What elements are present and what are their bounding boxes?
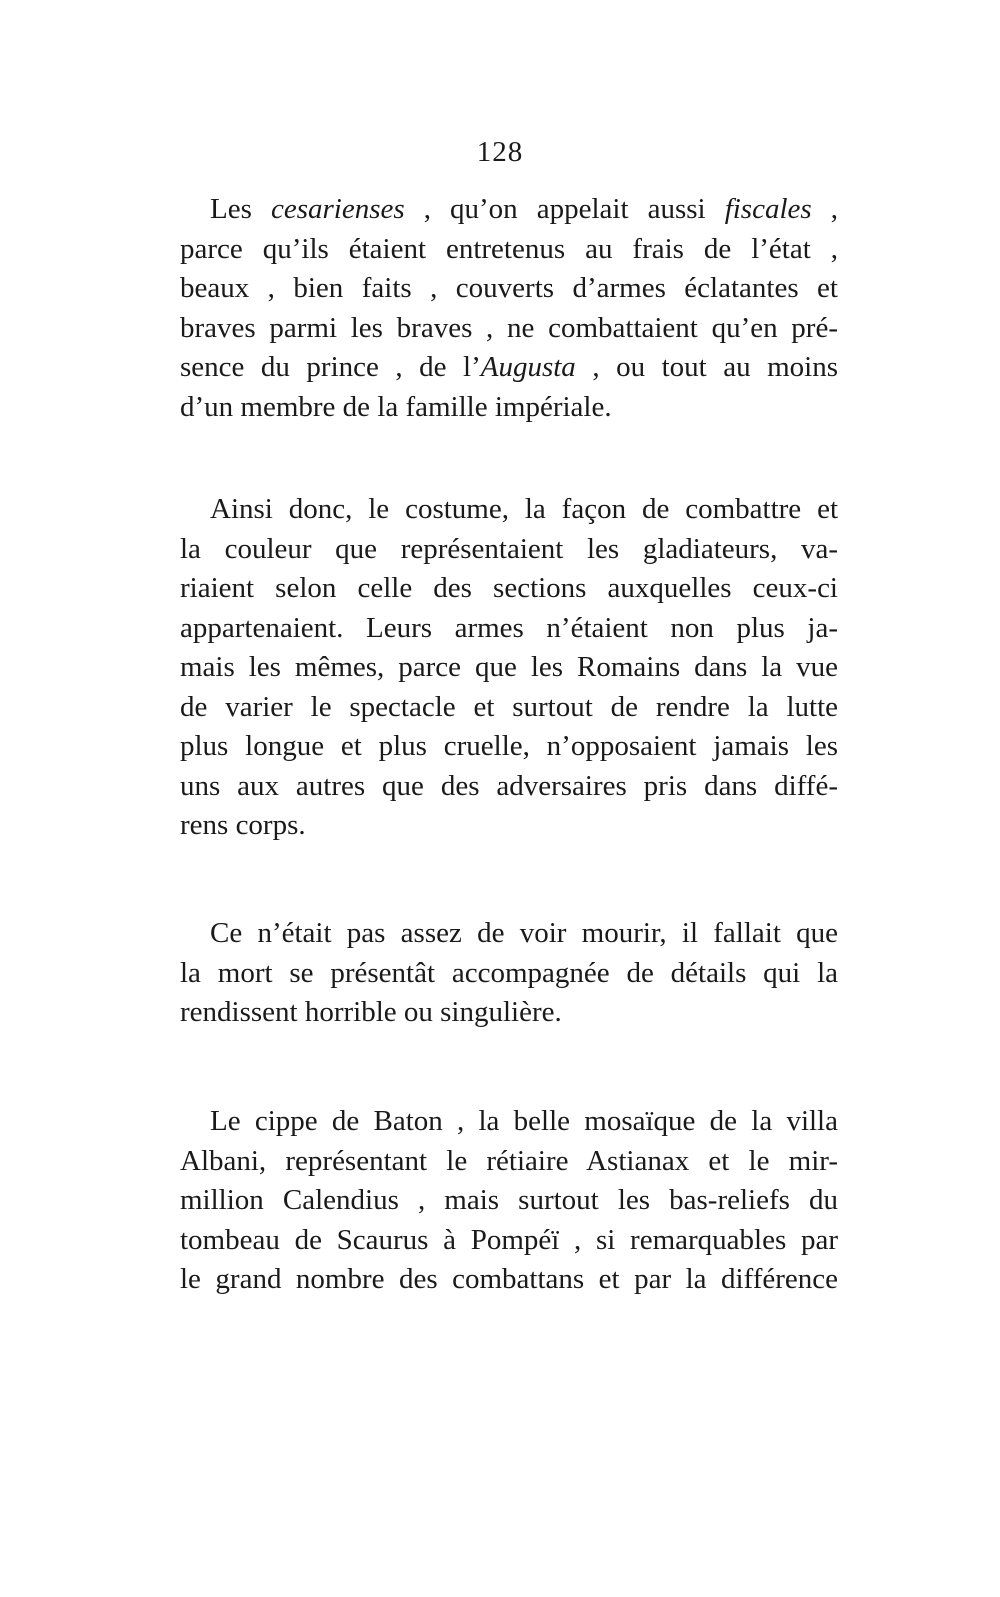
text-segment: , [811,193,839,225]
text-line [180,727,838,767]
text-segment: parce qu’ils étaient entretenus au frais de l’état , [180,232,838,265]
page-number: 128 [476,136,524,168]
text-segment: tombeau de Scaurus à Pompéï , si remarquables par [180,1223,838,1256]
text-segment: riaient selon celle des sections auxquelles ceux-ci [180,572,838,604]
text-segment: appartenaient. Leurs armes n’étaient non plus ja- [180,611,838,644]
text-line [180,230,838,270]
text-line [180,954,838,994]
text-line [180,1181,838,1221]
text-line [180,648,838,688]
text-line [180,767,838,807]
paragraph-3 [180,914,838,1033]
text-segment: Albani, représentant le rétiaire Astianax et le mir- [180,1144,838,1177]
text-segment: million Calendius , mais surtout les bas-reliefs du [180,1184,838,1216]
text-segment: sence du prince , de l’ [180,351,481,383]
text-line [180,190,838,230]
text-segment: plus longue et plus cruelle, n’opposaient jamais les [180,730,838,762]
text-segment: rens corps. [180,809,306,841]
text-segment: , ou tout au moins [575,351,838,383]
text-line [180,348,838,388]
text-segment: mais les mêmes, parce que les Romains dans la vue [180,651,838,683]
italic-term: fiscales [724,193,812,225]
text-line [180,806,838,846]
text-line [180,490,838,530]
paragraph-2 [180,490,838,846]
italic-term: Augusta [480,351,576,383]
text-line [180,1260,838,1300]
text-line [180,388,838,428]
text-segment: le grand nombre des combattans et par la différence [180,1263,838,1295]
text-line [180,1221,838,1261]
text-segment: rendissent horrible ou singulière. [180,996,562,1028]
text-line [180,993,838,1033]
text-line [180,609,838,649]
text-line [180,914,838,954]
text-line [180,688,838,728]
text-segment: braves parmi les braves , ne combattaient qu’en pré- [180,311,838,344]
text-segment: d’un membre de la famille impériale. [180,390,612,423]
text-line [180,1142,838,1182]
text-segment: Le cippe de Baton , la belle mosaïque de la villa [210,1105,838,1137]
text-segment: uns aux autres que des adversaires pris dans diffé- [180,769,838,802]
text-line [180,1102,838,1142]
text-segment: Ce n’était pas assez de voir mourir, il fallait que [210,917,838,949]
text-segment: Les [210,193,271,225]
paragraph-1 [180,190,838,427]
text-segment: Ainsi donc, le costume, la façon de combattre et [210,493,838,525]
text-line [180,269,838,309]
text-segment: beaux , bien faits , couverts d’armes éclatantes et [180,272,838,304]
text-segment: de varier le spectacle et surtout de rendre la lutte [180,690,838,723]
text-line [180,569,838,609]
italic-term: cesarienses [270,193,405,225]
text-segment: la couleur que représentaient les gladiateurs, va- [180,532,838,565]
text-line [180,309,838,349]
text-line [180,530,838,570]
paragraph-4 [180,1102,838,1300]
text-segment: la mort se présentât accompagnée de détails qui la [180,956,838,989]
text-segment: , qu’on appelait aussi [404,193,725,225]
